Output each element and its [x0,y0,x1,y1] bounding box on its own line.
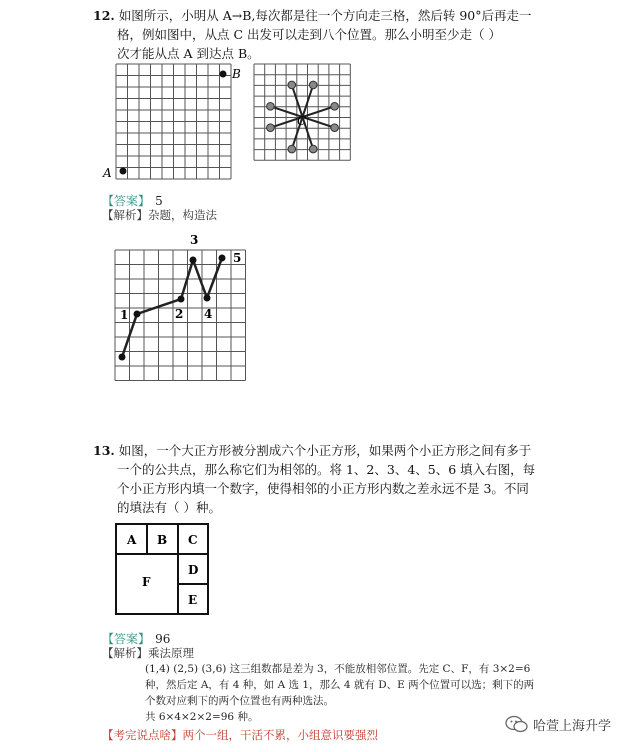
cell-b: B [157,533,168,547]
q13-analysis-line-1: (1,4) (2,5) (3,6) 这三组数都是差为 3，不能放相邻位置。先定 C、F，有 3×2=6 [145,663,531,675]
watermark [505,714,611,734]
label-c: C [297,114,307,128]
reachable-point [267,103,275,111]
q13-text-3: 个小正方形内填一个数字，使得相邻的小正方形内数之差永远不是 3。不同 [117,481,529,496]
reachable-point [309,145,317,153]
q13-text-2: 一个的公共点，那么称它们为相邻的。将 1、2、3、4、5、6 填入右图，每 [117,462,536,477]
path-label-1: 1 [120,308,129,322]
q13-squares [112,520,212,620]
cell-c: C [188,533,198,547]
q12-line1 [93,6,532,25]
q12-text-1: 如图所示，小明从 A→B,每次都是往一个方向走三格，然后转 90°后再走一 [118,8,532,23]
reachable-point [267,124,275,132]
reachable-point [331,103,339,111]
q13-line1 [93,441,531,460]
q13-analysis-tag: 【解析】 [102,646,148,660]
q12-analysis [102,207,217,223]
q13-answer-tag: 【答案】 [102,632,151,646]
q12-grid-ab [100,60,250,185]
path-label-2: 2 [175,307,184,321]
point-a [120,168,127,175]
q13-key-tag: 【考完说点啥】 [102,728,183,742]
q12-text-2: 格，例如图中，从点 C 出发可以走到八个位置。那么小明至少走（ ） [117,27,501,42]
q13-analysis [102,645,194,661]
q12-answer-value: 5 [155,194,163,208]
q13-text-4: 的填法有（ ）种。 [117,500,221,515]
q12-grid-c [252,62,354,170]
label-a: A [103,166,112,180]
cell-e: E [188,593,198,607]
cell-d: D [188,563,199,577]
q13-analysis-line-4: 共 6×4×2×2=96 种。 [145,711,259,723]
cell-f: F [142,575,151,589]
reachable-point [309,81,317,89]
reachable-point [288,81,296,89]
path-label-3: 3 [190,233,199,247]
q13-analysis-line-2: 种，然后定 A，有 4 种，如 A 选 1，那么 4 就有 D、E 两个位置可以选；剩下的两 [145,679,535,691]
q13-analysis-title: 乘法原理 [148,646,194,660]
q13-answer-value: 96 [155,632,171,646]
watermark-text: 哈萱上海升学 [533,718,612,734]
point-b [220,71,227,78]
label-b: B [232,67,241,81]
cell-a: A [127,533,137,547]
q12-number: 12. [93,8,115,23]
q13-key-text: 两个一组，干活不累，小组意识要强烈 [182,728,378,742]
q12-answer-tag: 【答案】 [102,194,151,208]
path-label-5: 5 [233,251,242,265]
q12-path-grid [110,228,250,388]
q12-analysis-text: 杂题，构造法 [148,208,217,222]
reachable-point [331,124,339,132]
path-label-4: 4 [204,307,213,321]
q12-text-3: 次才能从点 A 到达点 B。 [117,46,260,61]
q13-number: 13. [93,443,115,458]
wechat-icon [505,714,529,734]
reachable-point [288,145,296,153]
q13-analysis-line-3: 个数对应剩下的两个位置也有两种选法。 [145,695,334,707]
q13-text-1: 如图，一个大正方形被分割成六个小正方形，如果两个小正方形之间有多于 [118,443,532,458]
q12-analysis-tag: 【解析】 [102,208,148,222]
q13-key-point [102,727,378,743]
